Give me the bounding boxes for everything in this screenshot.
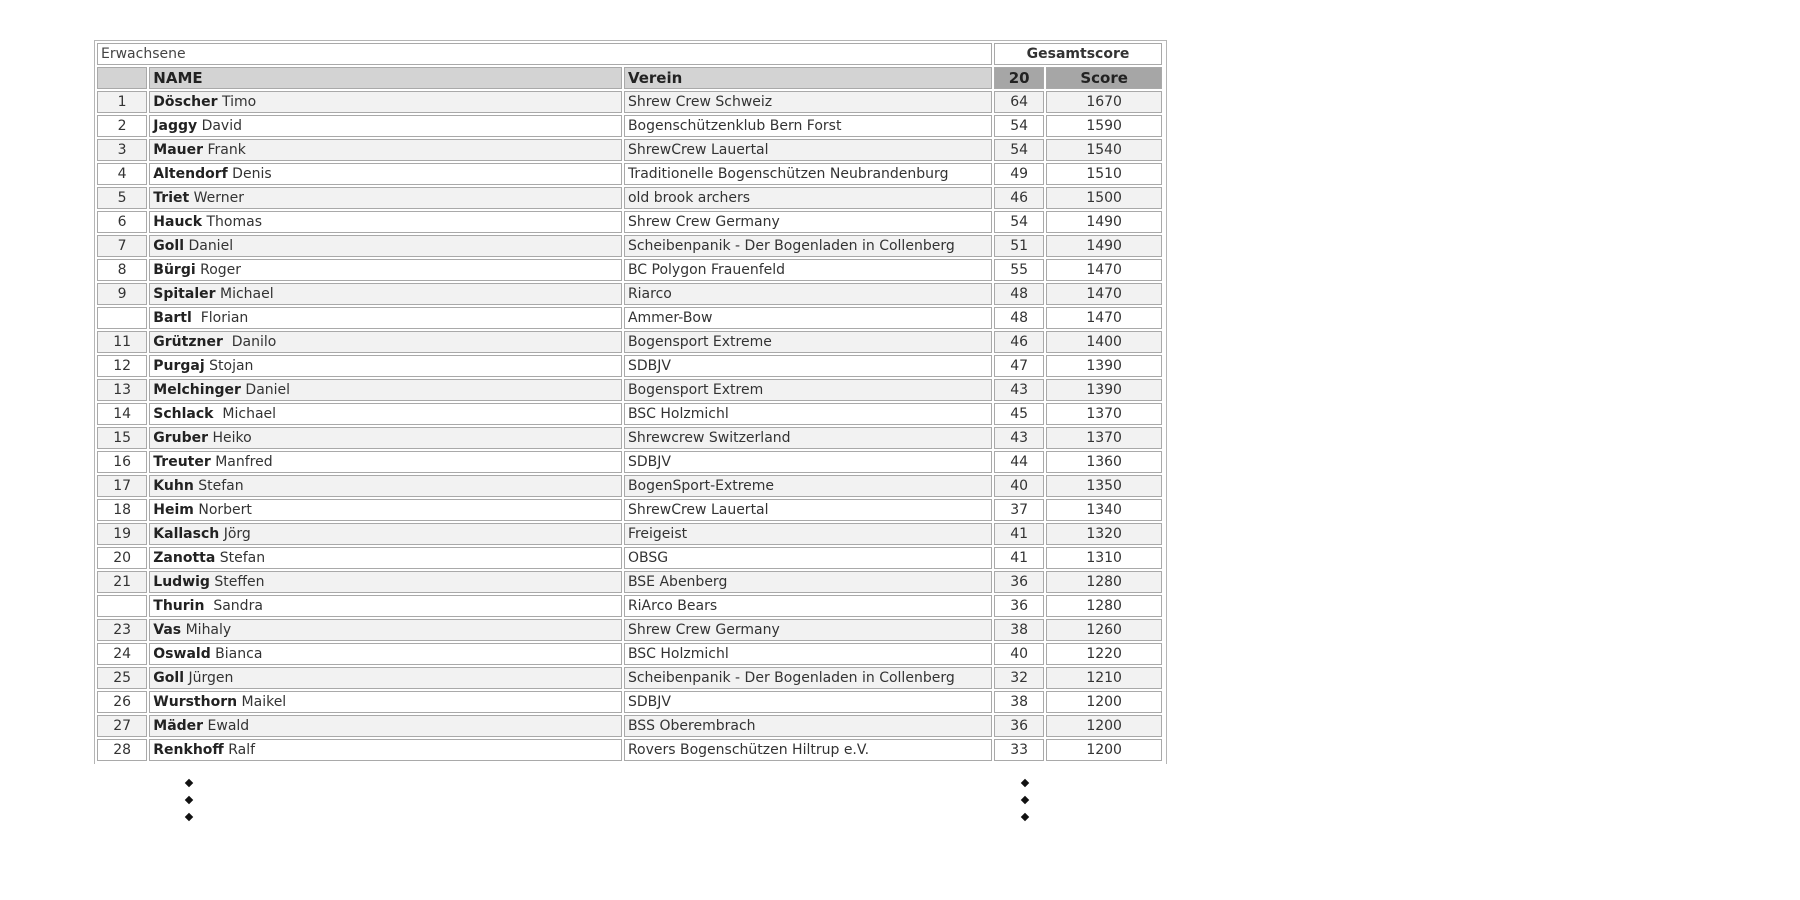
name-header: NAME bbox=[149, 67, 622, 89]
name-cell bbox=[149, 475, 622, 497]
table-row bbox=[97, 427, 1162, 449]
first-name: Danilo bbox=[227, 334, 277, 350]
table-row bbox=[97, 667, 1162, 689]
hits-cell: 37 bbox=[994, 499, 1044, 521]
rank-cell: 5 bbox=[97, 187, 147, 209]
name-cell bbox=[149, 643, 622, 665]
first-name: Stefan bbox=[219, 550, 266, 566]
name-cell bbox=[149, 547, 622, 569]
first-name: Werner bbox=[193, 190, 245, 206]
section-title: Erwachsene bbox=[97, 43, 992, 65]
name-cell bbox=[149, 211, 622, 233]
last-name: Bürgi bbox=[153, 262, 196, 278]
hits-cell: 47 bbox=[994, 355, 1044, 377]
last-name: Melchinger bbox=[153, 382, 241, 398]
score-cell: 1220 bbox=[1046, 643, 1162, 665]
name-cell bbox=[149, 139, 622, 161]
rank-cell: 21 bbox=[97, 571, 147, 593]
table-row bbox=[97, 91, 1162, 113]
rank-cell: 24 bbox=[97, 643, 147, 665]
last-name: Schlack bbox=[153, 406, 214, 422]
first-name: Michael bbox=[219, 286, 274, 302]
first-name: Bianca bbox=[215, 646, 263, 662]
table-row bbox=[97, 163, 1162, 185]
club-cell: Shrewcrew Switzerland bbox=[624, 427, 992, 449]
rank-cell: 9 bbox=[97, 283, 147, 305]
club-cell: SDBJV bbox=[624, 355, 992, 377]
first-name: Norbert bbox=[198, 502, 252, 518]
first-name: Heiko bbox=[212, 430, 252, 446]
rank-cell: 28 bbox=[97, 739, 147, 761]
club-cell: ShrewCrew Lauertal bbox=[624, 499, 992, 521]
score-cell: 1370 bbox=[1046, 403, 1162, 425]
club-cell: BSS Oberembrach bbox=[624, 715, 992, 737]
first-name: David bbox=[201, 118, 242, 134]
table-row bbox=[97, 523, 1162, 545]
results-table-container bbox=[94, 40, 1167, 764]
hits-cell: 48 bbox=[994, 307, 1044, 329]
name-cell bbox=[149, 667, 622, 689]
table-row bbox=[97, 451, 1162, 473]
rank-cell: 3 bbox=[97, 139, 147, 161]
rank-cell: 23 bbox=[97, 619, 147, 641]
club-cell: old brook archers bbox=[624, 187, 992, 209]
table-row bbox=[97, 571, 1162, 593]
score-cell: 1200 bbox=[1046, 691, 1162, 713]
table-row bbox=[97, 739, 1162, 761]
club-cell: Bogenschützenklub Bern Forst bbox=[624, 115, 992, 137]
hits-cell: 40 bbox=[994, 475, 1044, 497]
table-row bbox=[97, 211, 1162, 233]
score-cell: 1590 bbox=[1046, 115, 1162, 137]
last-name: Purgaj bbox=[153, 358, 205, 374]
last-name: Spitaler bbox=[153, 286, 216, 302]
last-name: Treuter bbox=[153, 454, 211, 470]
table-row bbox=[97, 259, 1162, 281]
hits-cell: 41 bbox=[994, 547, 1044, 569]
rank-cell: 6 bbox=[97, 211, 147, 233]
name-cell bbox=[149, 499, 622, 521]
hits-cell: 44 bbox=[994, 451, 1044, 473]
rank-cell: 8 bbox=[97, 259, 147, 281]
table-row bbox=[97, 139, 1162, 161]
hits-cell: 32 bbox=[994, 667, 1044, 689]
result-rows bbox=[97, 91, 1162, 761]
vertical-ellipsis-icon bbox=[186, 780, 192, 831]
last-name: Wursthorn bbox=[153, 694, 238, 710]
first-name: Steffen bbox=[214, 574, 265, 590]
score-cell: 1470 bbox=[1046, 283, 1162, 305]
hits-cell: 51 bbox=[994, 235, 1044, 257]
first-name: Daniel bbox=[188, 238, 234, 254]
dot-icon bbox=[1021, 813, 1029, 821]
first-name: Timo bbox=[221, 94, 257, 110]
score-cell: 1200 bbox=[1046, 715, 1162, 737]
score-header: Score bbox=[1046, 67, 1162, 89]
score-cell: 1510 bbox=[1046, 163, 1162, 185]
first-name: Manfred bbox=[215, 454, 273, 470]
first-name: Thomas bbox=[206, 214, 262, 230]
rank-cell: 25 bbox=[97, 667, 147, 689]
club-cell: Scheibenpanik - Der Bogenladen in Collenberg bbox=[624, 667, 992, 689]
hits-cell: 38 bbox=[994, 691, 1044, 713]
first-name: Florian bbox=[196, 310, 249, 326]
club-cell: Scheibenpanik - Der Bogenladen in Collenberg bbox=[624, 235, 992, 257]
last-name: Goll bbox=[153, 670, 184, 686]
score-cell: 1340 bbox=[1046, 499, 1162, 521]
table-row bbox=[97, 595, 1162, 617]
hits-cell: 36 bbox=[994, 715, 1044, 737]
last-name: Grützner bbox=[153, 334, 223, 350]
rank-cell: 13 bbox=[97, 379, 147, 401]
column-header-row bbox=[97, 67, 1162, 89]
dot-icon bbox=[185, 813, 193, 821]
last-name: Oswald bbox=[153, 646, 211, 662]
table-row bbox=[97, 691, 1162, 713]
rank-cell: 26 bbox=[97, 691, 147, 713]
table-row bbox=[97, 187, 1162, 209]
table-row bbox=[97, 643, 1162, 665]
score-cell: 1390 bbox=[1046, 379, 1162, 401]
score-cell: 1210 bbox=[1046, 667, 1162, 689]
rank-cell: 7 bbox=[97, 235, 147, 257]
name-cell bbox=[149, 115, 622, 137]
score-cell: 1360 bbox=[1046, 451, 1162, 473]
score-cell: 1200 bbox=[1046, 739, 1162, 761]
rank-cell: 2 bbox=[97, 115, 147, 137]
score-cell: 1320 bbox=[1046, 523, 1162, 545]
club-cell: ShrewCrew Lauertal bbox=[624, 139, 992, 161]
score-cell: 1470 bbox=[1046, 307, 1162, 329]
score-cell: 1400 bbox=[1046, 331, 1162, 353]
last-name: Bartl bbox=[153, 310, 192, 326]
name-cell bbox=[149, 451, 622, 473]
name-cell bbox=[149, 283, 622, 305]
rank-cell: 1 bbox=[97, 91, 147, 113]
club-cell: Ammer-Bow bbox=[624, 307, 992, 329]
club-cell: Shrew Crew Germany bbox=[624, 619, 992, 641]
name-cell bbox=[149, 187, 622, 209]
rank-cell: 18 bbox=[97, 499, 147, 521]
last-name: Gruber bbox=[153, 430, 209, 446]
total-score-title: Gesamtscore bbox=[994, 43, 1162, 65]
first-name: Frank bbox=[207, 142, 246, 158]
dot-icon bbox=[1021, 796, 1029, 804]
table-row bbox=[97, 307, 1162, 329]
results-table bbox=[95, 41, 1164, 763]
club-cell: Rovers Bogenschützen Hiltrup e.V. bbox=[624, 739, 992, 761]
table-row bbox=[97, 379, 1162, 401]
name-cell bbox=[149, 91, 622, 113]
hits-cell: 43 bbox=[994, 379, 1044, 401]
dot-icon bbox=[185, 779, 193, 787]
name-cell bbox=[149, 331, 622, 353]
last-name: Hauck bbox=[153, 214, 203, 230]
score-cell: 1500 bbox=[1046, 187, 1162, 209]
last-name: Mäder bbox=[153, 718, 204, 734]
last-name: Jaggy bbox=[153, 118, 198, 134]
club-cell: Bogensport Extreme bbox=[624, 331, 992, 353]
name-cell bbox=[149, 571, 622, 593]
last-name: Ludwig bbox=[153, 574, 210, 590]
hits-cell: 45 bbox=[994, 403, 1044, 425]
dot-icon bbox=[1021, 779, 1029, 787]
name-cell bbox=[149, 595, 622, 617]
score-cell: 1390 bbox=[1046, 355, 1162, 377]
rank-cell: 12 bbox=[97, 355, 147, 377]
last-name: Heim bbox=[153, 502, 194, 518]
table-row bbox=[97, 715, 1162, 737]
last-name: Kallasch bbox=[153, 526, 220, 542]
table-row bbox=[97, 331, 1162, 353]
hits-cell: 33 bbox=[994, 739, 1044, 761]
score-cell: 1490 bbox=[1046, 211, 1162, 233]
score-cell: 1540 bbox=[1046, 139, 1162, 161]
last-name: Zanotta bbox=[153, 550, 216, 566]
last-name: Goll bbox=[153, 238, 184, 254]
name-cell bbox=[149, 427, 622, 449]
dot-icon bbox=[185, 796, 193, 804]
first-name: Sandra bbox=[208, 598, 263, 614]
rank-cell: 27 bbox=[97, 715, 147, 737]
rank-cell: 19 bbox=[97, 523, 147, 545]
name-cell bbox=[149, 379, 622, 401]
score-cell: 1260 bbox=[1046, 619, 1162, 641]
hits-cell: 54 bbox=[994, 211, 1044, 233]
score-cell: 1490 bbox=[1046, 235, 1162, 257]
rank-cell: 20 bbox=[97, 547, 147, 569]
hits-cell: 41 bbox=[994, 523, 1044, 545]
hits-cell: 36 bbox=[994, 571, 1044, 593]
section-header-row bbox=[97, 43, 1162, 65]
first-name: Maikel bbox=[241, 694, 287, 710]
table-row bbox=[97, 547, 1162, 569]
first-name: Daniel bbox=[245, 382, 291, 398]
table-row bbox=[97, 619, 1162, 641]
last-name: Triet bbox=[153, 190, 190, 206]
hits-cell: 48 bbox=[994, 283, 1044, 305]
last-name: Kuhn bbox=[153, 478, 194, 494]
club-cell: Traditionelle Bogenschützen Neubrandenburg bbox=[624, 163, 992, 185]
hits-cell: 46 bbox=[994, 331, 1044, 353]
table-row bbox=[97, 499, 1162, 521]
name-cell bbox=[149, 307, 622, 329]
name-cell bbox=[149, 259, 622, 281]
first-name: Michael bbox=[217, 406, 277, 422]
first-name: Ewald bbox=[207, 718, 250, 734]
rank-cell: 15 bbox=[97, 427, 147, 449]
last-name: Altendorf bbox=[153, 166, 228, 182]
club-cell: Shrew Crew Germany bbox=[624, 211, 992, 233]
rank-cell bbox=[97, 307, 147, 329]
score-cell: 1370 bbox=[1046, 427, 1162, 449]
name-cell bbox=[149, 355, 622, 377]
name-cell bbox=[149, 691, 622, 713]
first-name: Jörg bbox=[223, 526, 251, 542]
last-name: Thurin bbox=[153, 598, 205, 614]
score-cell: 1280 bbox=[1046, 571, 1162, 593]
table-row bbox=[97, 115, 1162, 137]
table-row bbox=[97, 235, 1162, 257]
name-cell bbox=[149, 235, 622, 257]
hits-cell: 49 bbox=[994, 163, 1044, 185]
last-name: Döscher bbox=[153, 94, 218, 110]
name-cell bbox=[149, 715, 622, 737]
first-name: Mihaly bbox=[185, 622, 232, 638]
name-cell bbox=[149, 163, 622, 185]
club-cell: SDBJV bbox=[624, 451, 992, 473]
score-cell: 1280 bbox=[1046, 595, 1162, 617]
rank-header bbox=[97, 67, 147, 89]
club-cell: RiArco Bears bbox=[624, 595, 992, 617]
club-cell: BSC Holzmichl bbox=[624, 403, 992, 425]
rank-cell bbox=[97, 595, 147, 617]
table-row bbox=[97, 283, 1162, 305]
club-cell: OBSG bbox=[624, 547, 992, 569]
hits-cell: 46 bbox=[994, 187, 1044, 209]
club-cell: BC Polygon Frauenfeld bbox=[624, 259, 992, 281]
hits-cell: 40 bbox=[994, 643, 1044, 665]
first-name: Jürgen bbox=[188, 670, 234, 686]
rank-cell: 14 bbox=[97, 403, 147, 425]
rank-cell: 17 bbox=[97, 475, 147, 497]
hits-cell: 36 bbox=[994, 595, 1044, 617]
club-cell: Bogensport Extrem bbox=[624, 379, 992, 401]
table-row bbox=[97, 355, 1162, 377]
name-cell bbox=[149, 739, 622, 761]
hits-cell: 43 bbox=[994, 427, 1044, 449]
club-cell: Riarco bbox=[624, 283, 992, 305]
club-cell: SDBJV bbox=[624, 691, 992, 713]
rank-cell: 11 bbox=[97, 331, 147, 353]
score-cell: 1470 bbox=[1046, 259, 1162, 281]
club-cell: BogenSport-Extreme bbox=[624, 475, 992, 497]
last-name: Vas bbox=[153, 622, 182, 638]
club-cell: BSC Holzmichl bbox=[624, 643, 992, 665]
hits-cell: 54 bbox=[994, 115, 1044, 137]
club-cell: BSE Abenberg bbox=[624, 571, 992, 593]
name-cell bbox=[149, 619, 622, 641]
name-cell bbox=[149, 523, 622, 545]
hits-cell: 64 bbox=[994, 91, 1044, 113]
hits-cell: 38 bbox=[994, 619, 1044, 641]
score-cell: 1670 bbox=[1046, 91, 1162, 113]
name-cell bbox=[149, 403, 622, 425]
vertical-ellipsis-icon bbox=[1022, 780, 1028, 831]
club-cell: Shrew Crew Schweiz bbox=[624, 91, 992, 113]
club-cell: Freigeist bbox=[624, 523, 992, 545]
table-row bbox=[97, 403, 1162, 425]
hits-cell: 54 bbox=[994, 139, 1044, 161]
table-row bbox=[97, 475, 1162, 497]
club-header: Verein bbox=[624, 67, 992, 89]
first-name: Roger bbox=[200, 262, 242, 278]
score-cell: 1350 bbox=[1046, 475, 1162, 497]
first-name: Stefan bbox=[198, 478, 244, 494]
rounds-header: 20 bbox=[994, 67, 1044, 89]
score-cell: 1310 bbox=[1046, 547, 1162, 569]
rank-cell: 4 bbox=[97, 163, 147, 185]
hits-cell: 55 bbox=[994, 259, 1044, 281]
first-name: Ralf bbox=[228, 742, 256, 758]
last-name: Mauer bbox=[153, 142, 204, 158]
first-name: Denis bbox=[232, 166, 272, 182]
rank-cell: 16 bbox=[97, 451, 147, 473]
first-name: Stojan bbox=[209, 358, 254, 374]
last-name: Renkhoff bbox=[153, 742, 224, 758]
